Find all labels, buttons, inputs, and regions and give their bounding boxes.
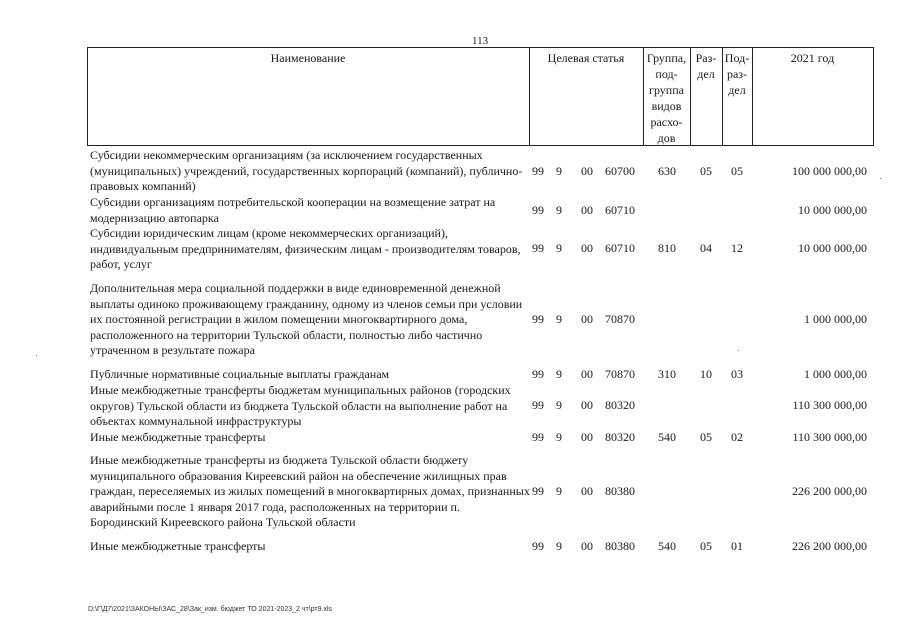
row-name: Субсидии некоммерческим организациям (за исключением государственных (муниципальных) учреждений, государственных корпораций (компаний), публично-правовых компаний) bbox=[90, 148, 523, 193]
row-vr: 630 bbox=[658, 164, 676, 178]
row-vr: 310 bbox=[658, 367, 676, 381]
row-rz: 05 bbox=[700, 430, 712, 444]
row-cs2: 9 bbox=[556, 164, 562, 178]
header-target-article: Целевая статья bbox=[547, 51, 625, 65]
row-rz: 04 bbox=[700, 241, 712, 255]
row-cs3: 00 bbox=[581, 312, 593, 326]
header-section bbox=[690, 47, 722, 146]
page-number: 113 bbox=[472, 35, 489, 47]
row-cs3: 00 bbox=[581, 241, 593, 255]
header-subsection-line: дел bbox=[728, 83, 746, 97]
row-amount: 10 000 000,00 bbox=[798, 241, 867, 255]
row-vr: 540 bbox=[658, 430, 676, 444]
row-cs1: 99 bbox=[532, 203, 544, 217]
row-cs1: 99 bbox=[532, 241, 544, 255]
scan-speck bbox=[36, 355, 37, 356]
row-cs2: 9 bbox=[556, 539, 562, 553]
row-pr: 12 bbox=[731, 241, 743, 255]
row-name: Иные межбюджетные трансферты bbox=[90, 430, 266, 444]
header-group-line: Группа, bbox=[646, 51, 687, 65]
row-name: Иные межбюджетные трансферты bbox=[90, 539, 266, 553]
header-subsection bbox=[722, 47, 752, 146]
row-pr: 02 bbox=[731, 430, 743, 444]
row-rz: 10 bbox=[700, 367, 712, 381]
row-cs4: 60700 bbox=[605, 164, 635, 178]
row-amount: 226 200 000,00 bbox=[792, 484, 867, 498]
header-subsection-line: Под- bbox=[724, 51, 750, 65]
row-amount: 110 300 000,00 bbox=[792, 430, 867, 444]
row-cs2: 9 bbox=[556, 203, 562, 217]
row-cs2: 9 bbox=[556, 430, 562, 444]
row-amount: 100 000 000,00 bbox=[792, 164, 867, 178]
row-cs3: 00 bbox=[581, 398, 593, 412]
header-group-line: группа bbox=[649, 83, 684, 97]
row-rz: 05 bbox=[700, 539, 712, 553]
row-amount: 226 200 000,00 bbox=[792, 539, 867, 553]
row-cs4: 80380 bbox=[605, 484, 635, 498]
scan-speck bbox=[738, 350, 739, 351]
row-cs4: 80380 bbox=[605, 539, 635, 553]
row-cs1: 99 bbox=[532, 312, 544, 326]
header-group-line: дов bbox=[657, 131, 676, 145]
row-name: Субсидии организациям потребительской кооперации на возмещение затрат на модернизацию автопарка bbox=[90, 195, 496, 225]
row-name: Субсидии юридическим лицам (кроме некоммерческих организаций), индивидуальным предпринимателям, физическим лицам - производителям товаров, работ, услуг bbox=[90, 226, 521, 271]
row-cs1: 99 bbox=[532, 398, 544, 412]
row-cs2: 9 bbox=[556, 484, 562, 498]
row-cs3: 00 bbox=[581, 164, 593, 178]
row-amount: 1 000 000,00 bbox=[804, 312, 867, 326]
header-subsection-line: раз- bbox=[726, 67, 748, 81]
row-cs4: 70870 bbox=[605, 312, 635, 326]
row-vr: 540 bbox=[658, 539, 676, 553]
row-cs2: 9 bbox=[556, 398, 562, 412]
row-cs2: 9 bbox=[556, 241, 562, 255]
row-amount: 110 300 000,00 bbox=[792, 398, 867, 412]
row-cs4: 80320 bbox=[605, 398, 635, 412]
row-pr: 01 bbox=[731, 539, 743, 553]
header-section-line: Раз- bbox=[695, 51, 717, 65]
header-group-line: видов bbox=[651, 99, 682, 113]
footer-file-path: D:\Г\Д7\2021\ЗАКОНЫ\ЗАС_28\Зак_изм. бюджет ТО 2021-2023_2 чт\рт9.xls bbox=[88, 606, 333, 613]
row-cs1: 99 bbox=[532, 164, 544, 178]
header-group-line: под- bbox=[655, 67, 678, 81]
row-cs4: 60710 bbox=[605, 241, 635, 255]
row-cs1: 99 bbox=[532, 539, 544, 553]
row-pr: 05 bbox=[731, 164, 743, 178]
row-amount: 10 000 000,00 bbox=[798, 203, 867, 217]
header-year: 2021 год bbox=[790, 51, 835, 65]
row-cs3: 00 bbox=[581, 484, 593, 498]
row-name: Иные межбюджетные трансферты из бюджета Тульской области бюджету муниципального образования Киреевский район на обеспечение жилищных прав граждан, переселяемых из жилых помещений в многоквартирных домах, признанных аварийными после 1 января 2017 года, расположенных на территории п. Бородинский Киреевского района Тульской области bbox=[90, 453, 530, 529]
row-cs1: 99 bbox=[532, 367, 544, 381]
header-name: Наименование bbox=[270, 51, 346, 65]
row-name: Дополнительная мера социальной поддержки в виде единовременной денежной выплаты одиноко проживающему гражданину, одному из членов семьи при условии их постоянной регистрации в жилом помещении многоквартирного дома, расположенного на территории Тульской области, полностью либо частично утраченном в результате пожара bbox=[90, 281, 523, 357]
row-name: Публичные нормативные социальные выплаты гражданам bbox=[90, 367, 390, 381]
row-amount: 1 000 000,00 bbox=[804, 367, 867, 381]
scan-speck bbox=[880, 178, 881, 179]
row-cs2: 9 bbox=[556, 312, 562, 326]
row-cs4: 60710 bbox=[605, 203, 635, 217]
row-cs2: 9 bbox=[556, 367, 562, 381]
header-group-line: расхо- bbox=[650, 115, 683, 129]
row-cs4: 70870 bbox=[605, 367, 635, 381]
row-cs3: 00 bbox=[581, 367, 593, 381]
row-name: Иные межбюджетные трансферты бюджетам муниципальных районов (городских округов) Тульской области из бюджета Тульской области на выполнение работ на объектах коммунальной инфраструктуры bbox=[90, 383, 511, 428]
row-pr: 03 bbox=[731, 367, 743, 381]
row-cs1: 99 bbox=[532, 430, 544, 444]
row-cs3: 00 bbox=[581, 430, 593, 444]
row-vr: 810 bbox=[658, 241, 676, 255]
row-cs3: 00 bbox=[581, 203, 593, 217]
row-cs3: 00 bbox=[581, 539, 593, 553]
header-section-line: дел bbox=[697, 67, 715, 81]
row-cs4: 80320 bbox=[605, 430, 635, 444]
header-group bbox=[643, 47, 690, 146]
row-cs1: 99 bbox=[532, 484, 544, 498]
row-rz: 05 bbox=[700, 164, 712, 178]
